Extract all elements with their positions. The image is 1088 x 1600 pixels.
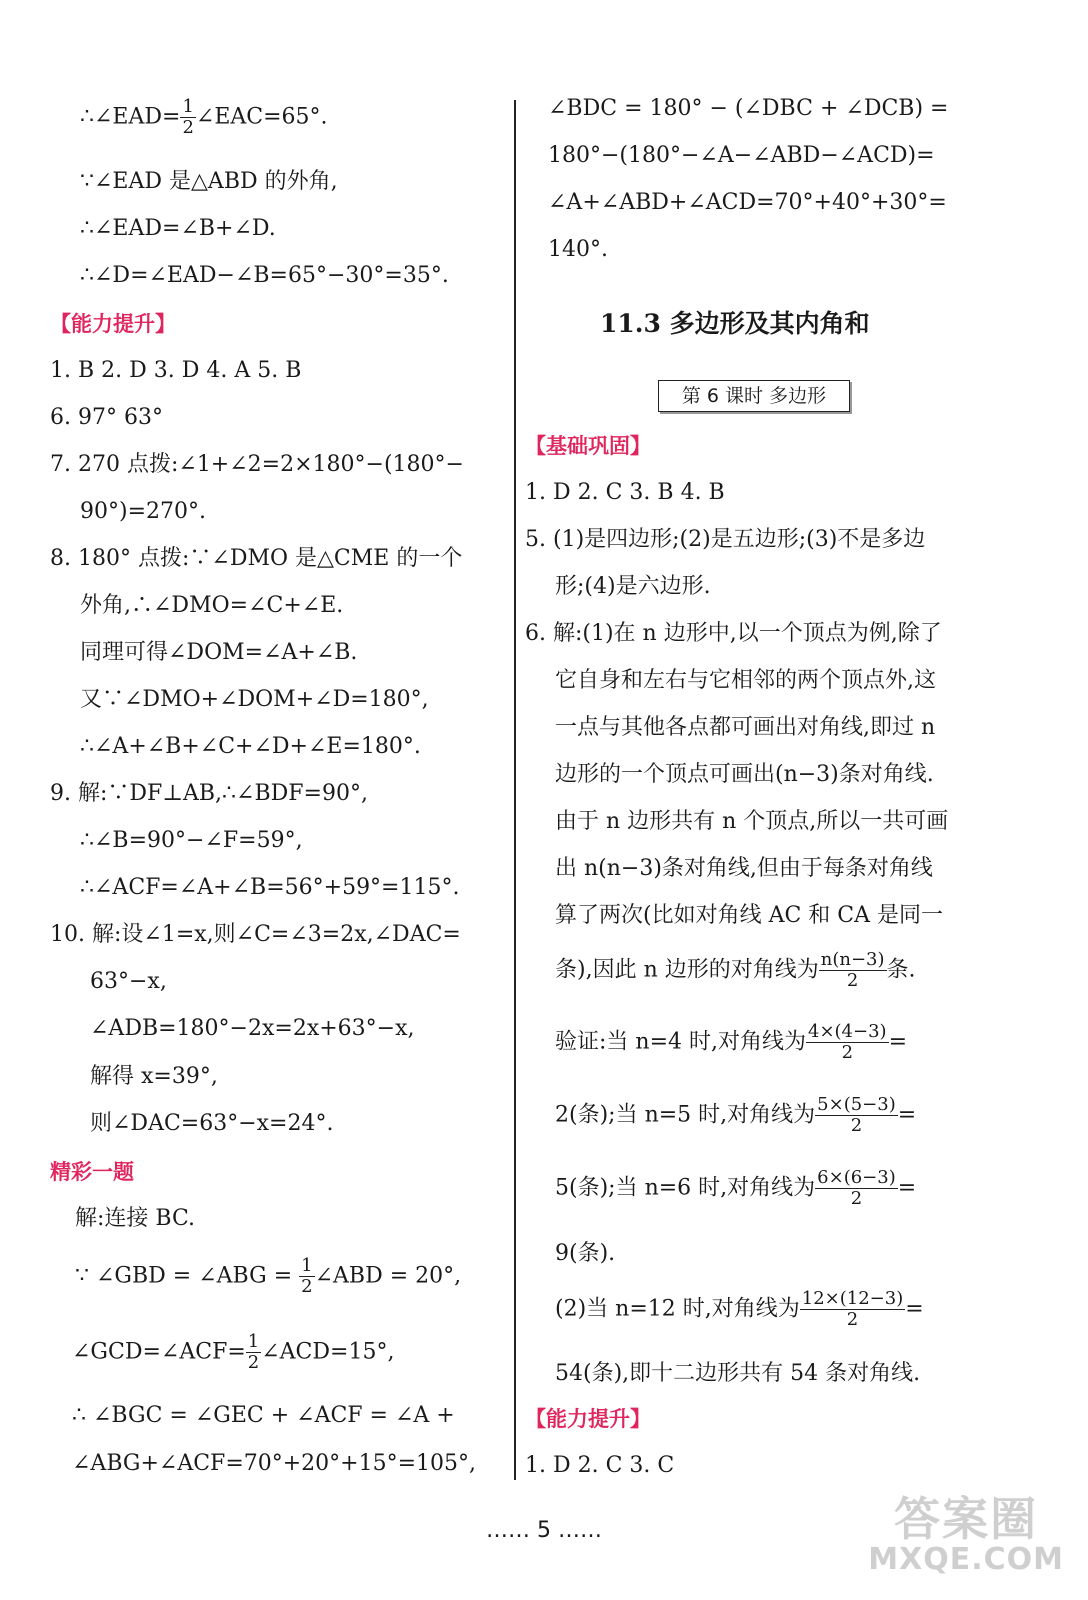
text-line — [80, 592, 343, 620]
text-segment: = — [897, 1175, 917, 1201]
numerator: 6×(6−3) — [817, 1167, 896, 1188]
section-title: 11.3 多边形及其内角和 — [600, 309, 870, 338]
text-line — [555, 1095, 916, 1136]
text-segment: ∠ADB=180°−2x=2x+63°−x, — [90, 1016, 415, 1041]
text-segment: 1. D 2. C 3. C — [525, 1453, 675, 1478]
text-segment: 解得 x=39°, — [90, 1064, 218, 1089]
text-line — [50, 780, 368, 808]
text-line — [555, 1022, 907, 1063]
text-segment: 出 n(n−3)条对角线,但由于每条对角线 — [555, 856, 933, 881]
text-segment: ∴∠B=90°−∠F=59°, — [80, 828, 303, 853]
fraction — [246, 1332, 261, 1373]
text-segment: ∵∠EAD 是△ABD 的外角, — [80, 169, 338, 194]
fraction — [800, 1289, 905, 1330]
text-line — [80, 168, 338, 196]
text-line — [555, 1240, 615, 1268]
column-divider — [514, 100, 516, 1480]
text-line — [548, 236, 608, 264]
text-line — [555, 573, 711, 601]
fraction — [180, 97, 195, 138]
denominator: 2 — [850, 1115, 863, 1136]
denominator: 2 — [850, 1188, 863, 1209]
text-line — [80, 686, 429, 714]
numerator: 1 — [247, 1331, 260, 1352]
text-segment: 验证:当 n=4 时,对角线为 — [555, 1029, 806, 1055]
text-line — [75, 1205, 195, 1233]
text-segment: 外角,∴∠DMO=∠C+∠E. — [80, 593, 344, 618]
text-line — [90, 968, 167, 996]
text-segment: 2(条);当 n=5 时,对角线为 — [555, 1102, 816, 1128]
text-segment: 140°. — [548, 237, 608, 262]
text-line — [72, 1332, 394, 1373]
text-line — [80, 498, 206, 526]
text-segment: 又∵∠DMO+∠DOM+∠D=180°, — [80, 687, 429, 712]
text-line — [555, 902, 943, 930]
text-line — [555, 667, 936, 695]
text-segment: 1. B 2. D 3. D 4. A 5. B — [50, 358, 302, 383]
text-line — [555, 714, 935, 742]
text-segment: 90°)=270°. — [80, 499, 206, 524]
text-segment: ∠ABD = 20°, — [314, 1263, 462, 1289]
text-line — [50, 357, 301, 385]
text-segment: 由于 n 边形共有 n 个顶点,所以一共可画 — [555, 809, 949, 834]
text-segment: 54(条),即十二边形共有 54 条对角线. — [555, 1361, 921, 1386]
denominator: 2 — [841, 1042, 854, 1063]
text-segment: 5(条);当 n=6 时,对角线为 — [555, 1175, 816, 1201]
text-segment: 则∠DAC=63°−x=24°. — [90, 1111, 334, 1136]
denominator: 2 — [301, 1276, 313, 1297]
text-line — [80, 97, 328, 138]
text-line — [50, 451, 464, 479]
text-segment: 63°−x, — [90, 969, 167, 994]
text-segment: ∴∠EAD=∠B+∠D. — [80, 216, 276, 241]
denominator: 2 — [182, 117, 194, 138]
section-heading: 【能力提升】 — [525, 1407, 651, 1431]
text-line — [72, 1450, 476, 1478]
text-segment: ∴ ∠BGC = ∠GEC + ∠ACF = ∠A + — [72, 1403, 455, 1428]
text-segment: ∠GCD=∠ACF= — [72, 1339, 246, 1365]
text-segment: ∠ACD=15°, — [261, 1339, 395, 1365]
text-line — [525, 526, 925, 554]
text-line — [80, 262, 449, 290]
text-segment: 9(条). — [555, 1241, 616, 1266]
text-line — [555, 1168, 916, 1209]
text-segment: 10. 解:设∠1=x,则∠C=∠3=2x,∠DAC= — [50, 922, 461, 947]
text-line — [555, 950, 916, 991]
text-line — [50, 404, 163, 432]
text-segment: = — [897, 1102, 917, 1128]
text-segment: 9. 解:∵DF⊥AB,∴∠BDF=90°, — [50, 781, 368, 806]
text-line — [525, 620, 942, 648]
section-heading: 【能力提升】 — [50, 312, 176, 336]
text-line — [80, 874, 459, 902]
text-segment: 解:连接 BC. — [75, 1206, 196, 1231]
text-segment: 条. — [886, 957, 916, 983]
denominator: 2 — [846, 970, 859, 991]
text-line — [555, 808, 948, 836]
fraction — [806, 1022, 889, 1063]
numerator: 1 — [182, 96, 194, 117]
text-line — [80, 827, 303, 855]
text-segment: 5. (1)是四边形;(2)是五边形;(3)不是多边 — [525, 527, 926, 552]
numerator: n(n−3) — [820, 949, 885, 970]
text-segment: ∴∠ACF=∠A+∠B=56°+59°=115°. — [80, 875, 460, 900]
text-segment: (2)当 n=12 时,对角线为 — [555, 1296, 800, 1322]
text-segment: ∴∠D=∠EAD−∠B=65°−30°=35°. — [80, 263, 449, 288]
text-line — [548, 142, 935, 170]
text-line — [555, 855, 933, 883]
text-segment: 算了两次(比如对角线 AC 和 CA 是同一 — [555, 903, 943, 928]
text-segment: ∴∠EAD= — [80, 104, 181, 130]
text-segment: 6. 解:(1)在 n 边形中,以一个顶点为例,除了 — [525, 621, 942, 646]
text-segment: 180°−(180°−∠A−∠ABD−∠ACD)= — [548, 143, 935, 168]
text-line — [90, 1110, 333, 1138]
text-line — [525, 479, 725, 507]
text-segment: 6. 97° 63° — [50, 405, 163, 430]
text-line — [80, 733, 421, 761]
text-segment: 同理可得∠DOM=∠A+∠B. — [80, 640, 358, 665]
watermark-line1: 答案圈 — [894, 1492, 1039, 1546]
text-line — [555, 1360, 920, 1388]
lesson-title-box: 第 6 课时 多边形 — [658, 380, 850, 412]
text-line — [90, 1063, 218, 1091]
text-line — [525, 1452, 674, 1480]
text-segment: = — [888, 1029, 908, 1055]
text-segment: ∠A+∠ABD+∠ACD=70°+40°+30°= — [548, 190, 947, 215]
numerator: 1 — [301, 1255, 313, 1276]
text-segment: ∠ABG+∠ACF=70°+20°+15°=105°, — [72, 1451, 477, 1476]
numerator: 5×(5−3) — [817, 1094, 896, 1115]
text-segment: 形;(4)是六边形. — [555, 574, 711, 599]
text-line — [555, 1289, 924, 1330]
watermark-line2: MXQE.COM — [868, 1542, 1064, 1577]
text-segment: ∠EAC=65°. — [195, 104, 328, 130]
section-heading: 【基础巩固】 — [525, 434, 651, 458]
page-number: …… 5 …… — [486, 1518, 602, 1543]
fraction — [815, 1168, 898, 1209]
text-line — [90, 1015, 415, 1043]
text-segment: 它自身和左右与它相邻的两个顶点外,这 — [555, 668, 936, 693]
text-line — [548, 189, 947, 217]
text-line — [72, 1402, 455, 1430]
text-segment: ∠BDC = 180° − (∠DBC + ∠DCB) = — [548, 96, 949, 121]
text-segment: 1. D 2. C 3. B 4. B — [525, 480, 725, 505]
numerator: 4×(4−3) — [808, 1021, 887, 1042]
text-segment: 8. 180° 点拨:∵∠DMO 是△CME 的一个 — [50, 546, 463, 571]
fraction — [299, 1256, 314, 1297]
text-segment: ∵ ∠GBD = ∠ABG = — [75, 1263, 300, 1289]
text-segment: 边形的一个顶点可画出(n−3)条对角线. — [555, 762, 934, 787]
text-line — [80, 215, 276, 243]
text-line — [555, 761, 934, 789]
text-segment: = — [905, 1296, 924, 1322]
text-line — [548, 95, 948, 123]
numerator: 12×(12−3) — [801, 1288, 904, 1309]
text-line — [75, 1256, 461, 1297]
text-line — [50, 545, 462, 573]
text-segment: 7. 270 点拨:∠1+∠2=2×180°−(180°− — [50, 452, 464, 477]
text-segment: 一点与其他各点都可画出对角线,即过 n — [555, 715, 936, 740]
fraction — [815, 1095, 898, 1136]
denominator: 2 — [247, 1352, 260, 1373]
watermark-logo — [868, 1494, 1064, 1576]
fraction — [819, 950, 887, 991]
text-line — [80, 639, 357, 667]
text-segment: 条),因此 n 边形的对角线为 — [555, 957, 819, 983]
section-heading: 精彩一题 — [50, 1160, 134, 1184]
text-line — [50, 921, 461, 949]
denominator: 2 — [846, 1309, 859, 1330]
text-segment: ∴∠A+∠B+∠C+∠D+∠E=180°. — [80, 734, 421, 759]
